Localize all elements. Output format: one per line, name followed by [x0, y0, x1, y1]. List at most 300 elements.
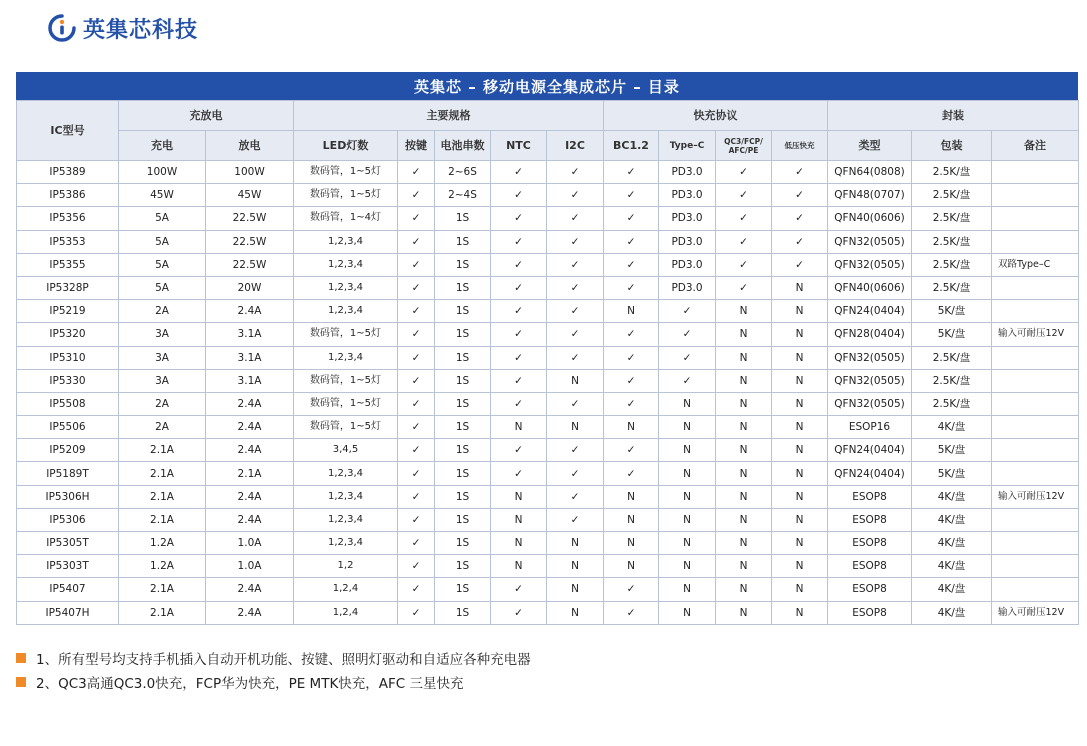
table-row [17, 578, 1079, 601]
cell-packing: 5K/盘 [912, 439, 992, 462]
cell-bc12: ✓ [604, 323, 659, 346]
cell-pkg-type: ESOP16 [828, 416, 912, 439]
cell-lowv: N [772, 439, 828, 462]
cell-packing: 4K/盘 [912, 416, 992, 439]
cell-discharge: 2.4A [206, 439, 294, 462]
footnote-text: 2、QC3高通QC3.0快充，FCP华为快充，PE MTK快充，AFC 三星快充 [36, 676, 464, 692]
table-row [17, 416, 1079, 439]
cell-cells: 1S [435, 300, 491, 323]
cell-led: 1,2,3,4 [294, 508, 398, 531]
cell-typec: N [659, 508, 716, 531]
cell-pkg-type: ESOP8 [828, 601, 912, 624]
cell-remark [992, 230, 1079, 253]
cell-charge: 2.1A [119, 601, 206, 624]
cell-key: ✓ [398, 416, 435, 439]
cell-bc12: N [604, 485, 659, 508]
cell-discharge: 2.4A [206, 300, 294, 323]
cell-pkg-type: QFN32(0505) [828, 253, 912, 276]
footnote-text: 1、所有型号均支持手机插入自动开机功能、按键、照明灯驱动和自适应各种充电器 [36, 652, 531, 668]
brand-logo-icon [47, 13, 77, 43]
table-row [17, 392, 1079, 415]
cell-led: 数码管，1~5灯 [294, 392, 398, 415]
cell-model: IP5506 [17, 416, 119, 439]
cell-model: IP5356 [17, 207, 119, 230]
table-row [17, 161, 1079, 184]
cell-ntc: ✓ [491, 161, 547, 184]
header-ntc: NTC [491, 131, 547, 161]
cell-i2c: ✓ [547, 508, 604, 531]
cell-lowv: N [772, 578, 828, 601]
cell-bc12: N [604, 555, 659, 578]
cell-bc12: ✓ [604, 439, 659, 462]
cell-packing: 4K/盘 [912, 508, 992, 531]
cell-typec: N [659, 392, 716, 415]
cell-i2c: ✓ [547, 439, 604, 462]
cell-remark [992, 207, 1079, 230]
cell-cells: 1S [435, 555, 491, 578]
cell-remark [992, 508, 1079, 531]
cell-discharge: 3.1A [206, 346, 294, 369]
header-key: 按键 [398, 131, 435, 161]
cell-qc: N [716, 392, 772, 415]
cell-pkg-type: QFN40(0606) [828, 207, 912, 230]
table-title: 英集芯 – 移动电源全集成芯片 – 目录 [16, 72, 1078, 100]
cell-cells: 1S [435, 392, 491, 415]
cell-cells: 1S [435, 578, 491, 601]
cell-key: ✓ [398, 346, 435, 369]
cell-remark: 双路Type–C [992, 253, 1079, 276]
cell-cells: 1S [435, 346, 491, 369]
cell-model: IP5508 [17, 392, 119, 415]
cell-i2c: N [547, 369, 604, 392]
table-row [17, 346, 1079, 369]
cell-i2c: N [547, 532, 604, 555]
cell-charge: 5A [119, 276, 206, 299]
cell-bc12: ✓ [604, 253, 659, 276]
table-row [17, 207, 1079, 230]
cell-led: 1,2,3,4 [294, 253, 398, 276]
cell-ntc: ✓ [491, 346, 547, 369]
cell-bc12: ✓ [604, 184, 659, 207]
cell-ntc: ✓ [491, 230, 547, 253]
table-row [17, 253, 1079, 276]
cell-led: 数码管，1~5灯 [294, 161, 398, 184]
cell-typec: ✓ [659, 346, 716, 369]
cell-ntc: ✓ [491, 462, 547, 485]
cell-remark [992, 276, 1079, 299]
cell-discharge: 2.4A [206, 508, 294, 531]
cell-discharge: 3.1A [206, 369, 294, 392]
cell-discharge: 3.1A [206, 323, 294, 346]
cell-charge: 100W [119, 161, 206, 184]
header-charge: 充电 [119, 131, 206, 161]
cell-packing: 2.5K/盘 [912, 207, 992, 230]
cell-model: IP5219 [17, 300, 119, 323]
cell-key: ✓ [398, 369, 435, 392]
cell-charge: 3A [119, 323, 206, 346]
cell-bc12: ✓ [604, 601, 659, 624]
cell-charge: 3A [119, 346, 206, 369]
cell-led: 1,2,3,4 [294, 462, 398, 485]
table-row [17, 601, 1079, 624]
table-row [17, 508, 1079, 531]
header-typec: Type–C [659, 131, 716, 161]
cell-lowv: ✓ [772, 230, 828, 253]
cell-typec: ✓ [659, 300, 716, 323]
cell-qc: N [716, 601, 772, 624]
cell-lowv: ✓ [772, 184, 828, 207]
cell-cells: 1S [435, 416, 491, 439]
cell-typec: PD3.0 [659, 230, 716, 253]
cell-key: ✓ [398, 439, 435, 462]
cell-lowv: ✓ [772, 161, 828, 184]
cell-lowv: N [772, 346, 828, 369]
cell-bc12: ✓ [604, 276, 659, 299]
cell-remark [992, 416, 1079, 439]
table-body [17, 161, 1079, 625]
header-i2c: I2C [547, 131, 604, 161]
cell-led: 1,2,4 [294, 601, 398, 624]
cell-remark [992, 369, 1079, 392]
cell-typec: PD3.0 [659, 253, 716, 276]
cell-i2c: ✓ [547, 485, 604, 508]
cell-cells: 2~4S [435, 184, 491, 207]
cell-lowv: N [772, 485, 828, 508]
cell-i2c: ✓ [547, 161, 604, 184]
cell-model: IP5209 [17, 439, 119, 462]
cell-typec: N [659, 555, 716, 578]
cell-led: 数码管，1~5灯 [294, 416, 398, 439]
cell-charge: 3A [119, 369, 206, 392]
cell-pkg-type: ESOP8 [828, 532, 912, 555]
catalog-table-container [16, 72, 1078, 625]
cell-led: 3,4,5 [294, 439, 398, 462]
cell-discharge: 1.0A [206, 555, 294, 578]
cell-typec: N [659, 578, 716, 601]
cell-i2c: ✓ [547, 253, 604, 276]
cell-key: ✓ [398, 555, 435, 578]
cell-charge: 2.1A [119, 578, 206, 601]
cell-charge: 1.2A [119, 532, 206, 555]
cell-model: IP5303T [17, 555, 119, 578]
cell-discharge: 22.5W [206, 207, 294, 230]
cell-discharge: 2.4A [206, 416, 294, 439]
cell-lowv: N [772, 300, 828, 323]
cell-qc: N [716, 578, 772, 601]
cell-pkg-type: QFN64(0808) [828, 161, 912, 184]
cell-key: ✓ [398, 323, 435, 346]
cell-packing: 2.5K/盘 [912, 369, 992, 392]
cell-packing: 5K/盘 [912, 300, 992, 323]
table-row [17, 230, 1079, 253]
table-row [17, 485, 1079, 508]
cell-remark [992, 532, 1079, 555]
cell-pkg-type: ESOP8 [828, 485, 912, 508]
cell-led: 数码管，1~5灯 [294, 184, 398, 207]
cell-model: IP5330 [17, 369, 119, 392]
cell-discharge: 2.4A [206, 485, 294, 508]
cell-model: IP5407 [17, 578, 119, 601]
header-group-main-spec: 主要规格 [294, 101, 604, 131]
cell-packing: 4K/盘 [912, 485, 992, 508]
cell-typec: PD3.0 [659, 207, 716, 230]
cell-ntc: N [491, 485, 547, 508]
cell-model: IP5353 [17, 230, 119, 253]
table-row [17, 300, 1079, 323]
cell-key: ✓ [398, 230, 435, 253]
cell-bc12: ✓ [604, 207, 659, 230]
cell-i2c: N [547, 578, 604, 601]
cell-cells: 1S [435, 462, 491, 485]
bullet-square-icon [16, 677, 26, 687]
header-bc12: BC1.2 [604, 131, 659, 161]
cell-key: ✓ [398, 601, 435, 624]
cell-i2c: ✓ [547, 323, 604, 346]
cell-remark: 输入可耐压12V [992, 485, 1079, 508]
cell-pkg-type: QFN24(0404) [828, 300, 912, 323]
cell-qc: ✓ [716, 184, 772, 207]
cell-bc12: N [604, 532, 659, 555]
cell-ntc: ✓ [491, 300, 547, 323]
cell-qc: N [716, 555, 772, 578]
cell-discharge: 20W [206, 276, 294, 299]
cell-discharge: 2.1A [206, 462, 294, 485]
cell-typec: ✓ [659, 369, 716, 392]
cell-ntc: ✓ [491, 184, 547, 207]
cell-cells: 1S [435, 439, 491, 462]
cell-lowv: N [772, 555, 828, 578]
cell-i2c: ✓ [547, 462, 604, 485]
cell-led: 数码管，1~4灯 [294, 207, 398, 230]
header-remark: 备注 [992, 131, 1079, 161]
bullet-square-icon [16, 653, 26, 663]
cell-packing: 2.5K/盘 [912, 230, 992, 253]
cell-ntc: ✓ [491, 207, 547, 230]
cell-charge: 5A [119, 253, 206, 276]
cell-ntc: N [491, 555, 547, 578]
cell-model: IP5355 [17, 253, 119, 276]
header-package-type: 类型 [828, 131, 912, 161]
cell-key: ✓ [398, 392, 435, 415]
cell-typec: N [659, 532, 716, 555]
cell-pkg-type: ESOP8 [828, 508, 912, 531]
cell-i2c: ✓ [547, 300, 604, 323]
cell-charge: 2A [119, 300, 206, 323]
cell-ntc: ✓ [491, 578, 547, 601]
catalog-table [16, 100, 1079, 625]
cell-remark [992, 555, 1079, 578]
cell-qc: N [716, 323, 772, 346]
cell-lowv: N [772, 416, 828, 439]
cell-ntc: ✓ [491, 601, 547, 624]
cell-typec: ✓ [659, 323, 716, 346]
cell-qc: N [716, 346, 772, 369]
cell-model: IP5310 [17, 346, 119, 369]
header-group-package: 封装 [828, 101, 1079, 131]
footnote-2 [16, 670, 531, 694]
table-row [17, 439, 1079, 462]
cell-cells: 1S [435, 276, 491, 299]
cell-key: ✓ [398, 532, 435, 555]
cell-cells: 1S [435, 532, 491, 555]
cell-led: 数码管，1~5灯 [294, 369, 398, 392]
cell-i2c: ✓ [547, 276, 604, 299]
cell-ntc: ✓ [491, 439, 547, 462]
header-qc-fcp-afc-pe: QC3/FCP/ AFC/PE [716, 131, 772, 161]
brand-name: 英集芯科技 [83, 17, 199, 43]
cell-ntc: N [491, 532, 547, 555]
cell-bc12: ✓ [604, 230, 659, 253]
cell-pkg-type: QFN32(0505) [828, 346, 912, 369]
cell-typec: N [659, 485, 716, 508]
cell-discharge: 22.5W [206, 253, 294, 276]
cell-cells: 1S [435, 207, 491, 230]
table-row [17, 276, 1079, 299]
header-ic-model: IC型号 [17, 101, 119, 161]
cell-discharge: 1.0A [206, 532, 294, 555]
cell-i2c: N [547, 416, 604, 439]
cell-cells: 1S [435, 253, 491, 276]
cell-lowv: ✓ [772, 253, 828, 276]
table-row [17, 462, 1079, 485]
cell-remark: 输入可耐压12V [992, 601, 1079, 624]
cell-qc: N [716, 416, 772, 439]
cell-remark: 输入可耐压12V [992, 323, 1079, 346]
cell-bc12: N [604, 416, 659, 439]
cell-ntc: ✓ [491, 392, 547, 415]
cell-qc: N [716, 462, 772, 485]
cell-bc12: N [604, 300, 659, 323]
cell-remark [992, 300, 1079, 323]
cell-model: IP5306H [17, 485, 119, 508]
cell-bc12: ✓ [604, 369, 659, 392]
cell-led: 1,2,3,4 [294, 276, 398, 299]
cell-discharge: 45W [206, 184, 294, 207]
cell-packing: 2.5K/盘 [912, 184, 992, 207]
cell-pkg-type: QFN24(0404) [828, 439, 912, 462]
cell-qc: ✓ [716, 161, 772, 184]
cell-key: ✓ [398, 253, 435, 276]
cell-packing: 2.5K/盘 [912, 392, 992, 415]
table-row [17, 369, 1079, 392]
cell-led: 1,2,4 [294, 578, 398, 601]
cell-bc12: ✓ [604, 578, 659, 601]
cell-pkg-type: ESOP8 [828, 578, 912, 601]
cell-ntc: ✓ [491, 369, 547, 392]
cell-ntc: N [491, 416, 547, 439]
cell-pkg-type: ESOP8 [828, 555, 912, 578]
cell-remark [992, 462, 1079, 485]
cell-qc: ✓ [716, 253, 772, 276]
cell-typec: N [659, 601, 716, 624]
cell-qc: ✓ [716, 276, 772, 299]
cell-packing: 5K/盘 [912, 323, 992, 346]
cell-i2c: ✓ [547, 184, 604, 207]
cell-i2c: N [547, 555, 604, 578]
footnote-1 [16, 646, 531, 670]
cell-key: ✓ [398, 578, 435, 601]
cell-packing: 2.5K/盘 [912, 346, 992, 369]
cell-ntc: N [491, 508, 547, 531]
cell-led: 数码管，1~5灯 [294, 323, 398, 346]
cell-remark [992, 439, 1079, 462]
header-led: LED灯数 [294, 131, 398, 161]
cell-key: ✓ [398, 300, 435, 323]
cell-pkg-type: QFN32(0505) [828, 392, 912, 415]
cell-cells: 1S [435, 508, 491, 531]
cell-typec: PD3.0 [659, 184, 716, 207]
cell-i2c: ✓ [547, 207, 604, 230]
cell-discharge: 2.4A [206, 601, 294, 624]
cell-typec: N [659, 416, 716, 439]
cell-led: 1,2 [294, 555, 398, 578]
cell-i2c: N [547, 601, 604, 624]
cell-packing: 4K/盘 [912, 555, 992, 578]
cell-lowv: ✓ [772, 207, 828, 230]
cell-lowv: N [772, 532, 828, 555]
cell-model: IP5320 [17, 323, 119, 346]
cell-bc12: N [604, 508, 659, 531]
header-group-charge-discharge: 充放电 [119, 101, 294, 131]
cell-qc: ✓ [716, 207, 772, 230]
header-low-voltage-fast: 低压快充 [772, 131, 828, 161]
cell-charge: 2.1A [119, 508, 206, 531]
cell-pkg-type: QFN32(0505) [828, 369, 912, 392]
cell-packing: 4K/盘 [912, 601, 992, 624]
cell-pkg-type: QFN40(0606) [828, 276, 912, 299]
cell-model: IP5189T [17, 462, 119, 485]
cell-lowv: N [772, 601, 828, 624]
header-packing: 包装 [912, 131, 992, 161]
header-cells: 电池串数 [435, 131, 491, 161]
cell-charge: 2A [119, 392, 206, 415]
cell-lowv: N [772, 392, 828, 415]
cell-qc: N [716, 508, 772, 531]
cell-qc: N [716, 439, 772, 462]
cell-remark [992, 392, 1079, 415]
cell-charge: 45W [119, 184, 206, 207]
cell-remark [992, 161, 1079, 184]
cell-charge: 5A [119, 230, 206, 253]
cell-cells: 1S [435, 230, 491, 253]
cell-lowv: N [772, 369, 828, 392]
cell-typec: PD3.0 [659, 161, 716, 184]
cell-model: IP5389 [17, 161, 119, 184]
cell-bc12: ✓ [604, 462, 659, 485]
cell-cells: 1S [435, 323, 491, 346]
cell-i2c: ✓ [547, 392, 604, 415]
cell-charge: 2.1A [119, 462, 206, 485]
cell-lowv: N [772, 323, 828, 346]
cell-qc: N [716, 300, 772, 323]
cell-pkg-type: QFN32(0505) [828, 230, 912, 253]
cell-lowv: N [772, 462, 828, 485]
cell-cells: 1S [435, 369, 491, 392]
cell-led: 1,2,3,4 [294, 300, 398, 323]
cell-typec: PD3.0 [659, 276, 716, 299]
cell-packing: 4K/盘 [912, 532, 992, 555]
cell-led: 1,2,3,4 [294, 532, 398, 555]
cell-typec: N [659, 439, 716, 462]
cell-qc: N [716, 485, 772, 508]
cell-i2c: ✓ [547, 230, 604, 253]
cell-lowv: N [772, 276, 828, 299]
cell-key: ✓ [398, 161, 435, 184]
cell-bc12: ✓ [604, 346, 659, 369]
cell-discharge: 2.4A [206, 578, 294, 601]
table-row [17, 323, 1079, 346]
cell-qc: ✓ [716, 230, 772, 253]
